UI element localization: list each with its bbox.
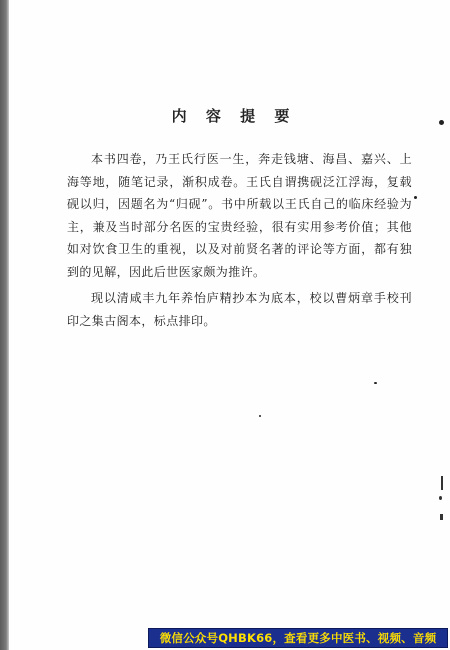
scan-speck — [414, 196, 417, 199]
margin-mark — [441, 476, 443, 490]
wechat-banner[interactable] — [148, 628, 448, 648]
margin-mark — [440, 514, 443, 520]
margin-mark — [439, 496, 442, 500]
summary-paragraph-1: 本书四卷，乃王氏行医一生，奔走钱塘、海昌、嘉兴、上海等地，随笔记录，渐积成卷。王氏自谓携砚泛江浮海，复载砚以归，因题名为“归砚”。书中所载以王氏自己的临床经验为主，兼及当时部分名医的宝贵经验，很有实用参考价值；其他如对饮食卫生的重视，以及对前贤名著的评论等方面，都有独到的见解，因此后世医家颇为推许。 — [67, 152, 412, 279]
scan-speck — [439, 120, 444, 125]
scanned-page — [9, 0, 450, 650]
page-binding-edge — [0, 0, 9, 650]
page-title: 内 容 提 要 — [171, 107, 297, 125]
scan-speck — [259, 415, 261, 417]
scan-speck — [374, 382, 377, 384]
summary-body — [67, 148, 412, 336]
wechat-banner-text: 微信公众号QHBK66，查看更多中医书、视频、音频 — [159, 631, 437, 645]
summary-paragraph-2: 现以清咸丰九年养怡庐精抄本为底本，校以曹炳章手校刊印之集古阁本，标点排印。 — [67, 291, 412, 328]
